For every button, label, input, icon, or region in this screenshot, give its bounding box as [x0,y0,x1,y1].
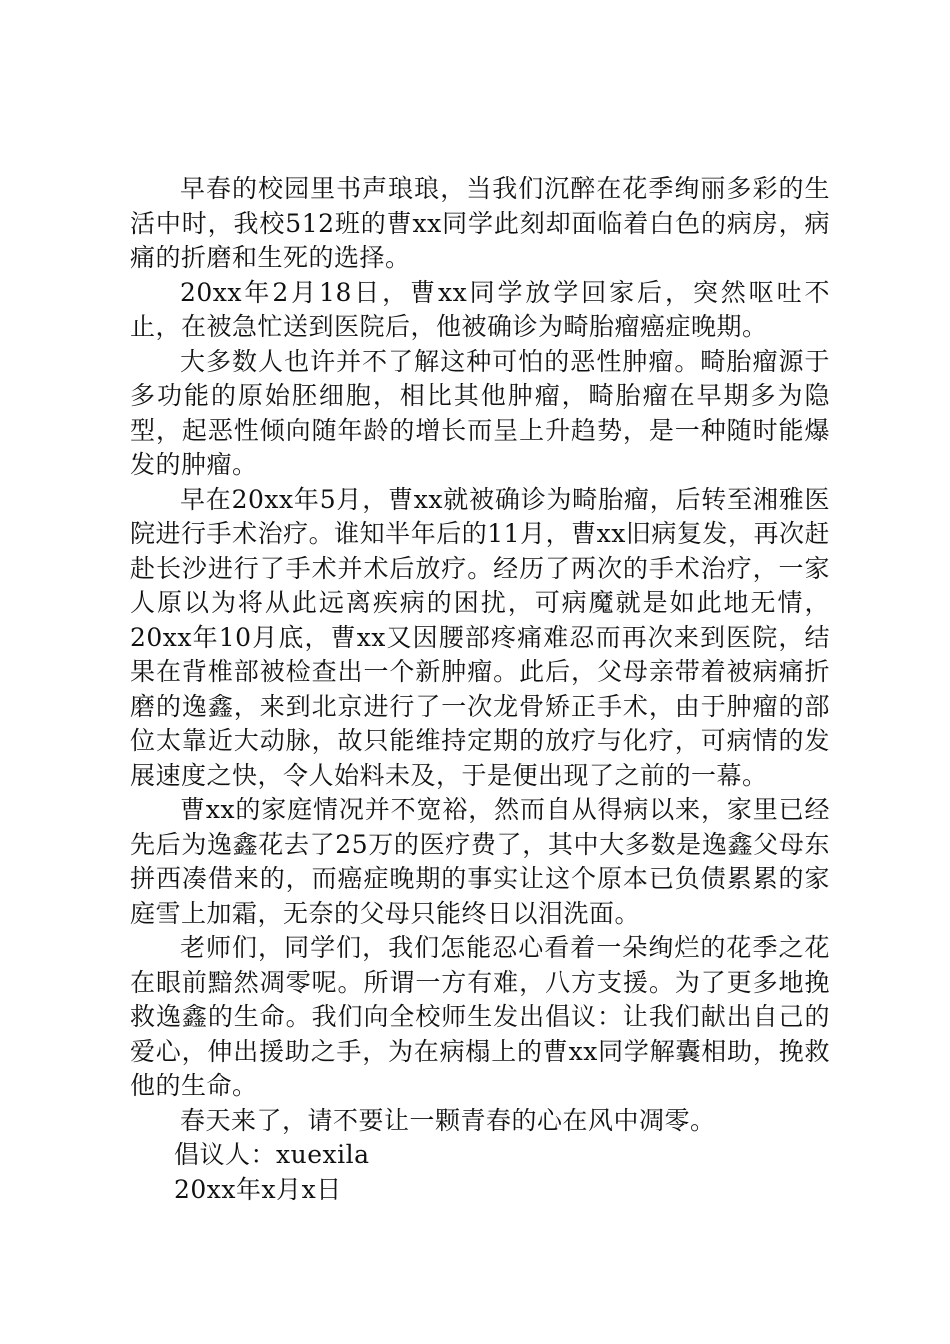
paragraph-intro: 早春的校园里书声琅琅，当我们沉醉在花季绚丽多彩的生活中时，我校512班的曹xx同学此刻却面临着白色的病房，病痛的折磨和生死的选择。 [130,174,830,272]
paragraph-family-situation: 曹xx的家庭情况并不宽裕，然而自从得病以来，家里已经先后为逸鑫花去了25万的医疗费了，其中大多数是逸鑫父母东拼西凑借来的，而癌症晚期的事实让这个原本已负债累累的家庭雪上加霜，无奈的父母只能终日以泪洗面。 [130,795,830,928]
paragraph-tumor-explanation: 大多数人也许并不了解这种可怕的恶性肿瘤。畸胎瘤源于多功能的原始胚细胞，相比其他肿瘤，畸胎瘤在早期多为隐型，起恶性倾向随年龄的增长而呈上升趋势，是一种随时能爆发的肿瘤。 [130,346,830,479]
signature-line: 倡议人：xuexila [174,1140,370,1169]
paragraph-appeal: 老师们，同学们，我们怎能忍心看着一朵绚烂的花季之花在眼前黯然凋零呢。所谓一方有难，八方支援。为了更多地挽救逸鑫的生命。我们向全校师生发出倡议：让我们献出自己的爱心，伸出援助之手，为在病榻上的曹xx同学解囊相助，挽救他的生命。 [130,933,830,1100]
paragraph-closing: 春天来了，请不要让一颗青春的心在风中凋零。 [180,1105,716,1135]
paragraph-treatment-history: 早在20xx年5月，曹xx就被确诊为畸胎瘤，后转至湘雅医院进行手术治疗。谁知半年后的11月，曹xx旧病复发，再次赶赴长沙进行了手术并术后放疗。经历了两次的手术治疗，一家人原以为将从此远离疾病的困扰，可病魔就是如此地无情，20xx年10月底，曹xx又因腰部疼痛难忍而再次来到医院，结果在背椎部被检查出一个新肿瘤。此后，父母亲带着被病痛折磨的逸鑫，来到北京进行了一次龙骨矫正手术，由于肿瘤的部位太靠近大动脉，故只能维持定期的放疗与化疗，可病情的发展速度之快，令人始料未及，于是便出现了之前的一幕。 [130,484,830,790]
date-line: 20xx年x月x日 [174,1174,342,1204]
document-body [130,172,830,1207]
paragraph-diagnosis: 20xx年2月18日，曹xx同学放学回家后，突然呕吐不止，在被急忙送到医院后，他被确诊为畸胎瘤癌症晚期。 [130,277,830,341]
